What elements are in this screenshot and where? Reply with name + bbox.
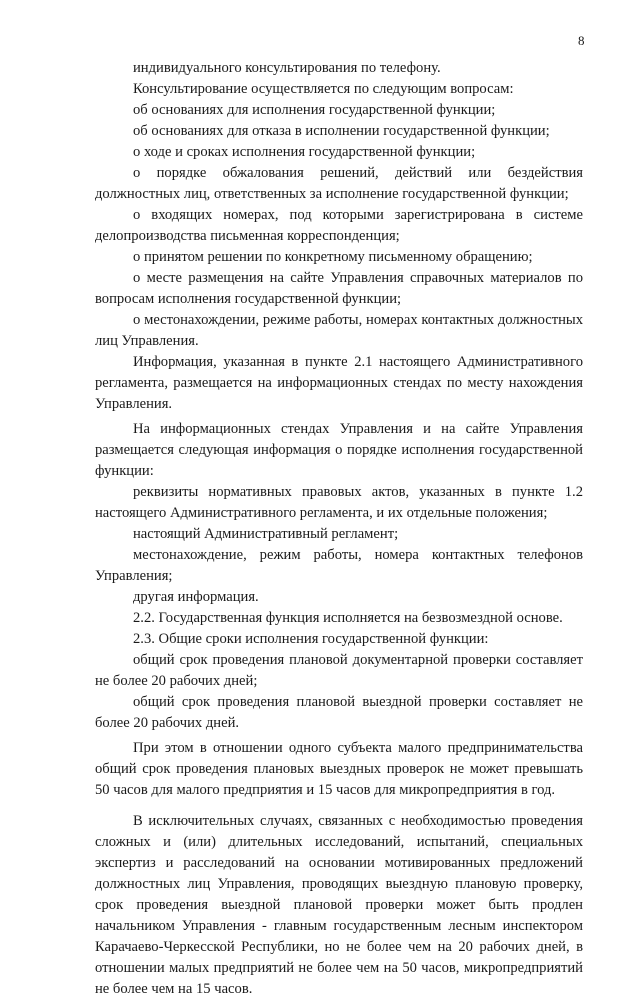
paragraph: о принятом решении по конкретному письменному обращению; bbox=[133, 249, 533, 265]
paragraph: реквизиты нормативных правовых актов, указанных в пункте 1.2 настоящего Административного регламента, и их отдельные положения; bbox=[95, 484, 583, 521]
paragraph: об основаниях для отказа в исполнении государственной функции; bbox=[133, 123, 550, 139]
paragraph: 2.2. Государственная функция исполняется на безвозмездной основе. bbox=[133, 610, 563, 626]
paragraph: о месте размещения на сайте Управления справочных материалов по вопросам исполнения государственной функции; bbox=[95, 270, 583, 307]
paragraph: о входящих номерах, под которыми зарегистрирована в системе делопроизводства письменная корреспонденция; bbox=[95, 207, 583, 244]
paragraph: В исключительных случаях, связанных с необходимостью проведения сложных и (или) длительных исследований, испытаний, специальных экспертиз и расследований на основании мотивированных предложений должностных лиц Управления, проводящих выездную плановую проверку, срок проведения выездной плановой проверки может быть продлен начальником Управления - главным государственным лесным инспектором Карачаево-Черкесской Республики, но не более чем на 20 рабочих дней, в отношении малых предприятий не более чем на 50 часов, микропредприятий не более чем на 15 часов. bbox=[95, 813, 583, 997]
paragraph: об основаниях для исполнения государственной функции; bbox=[133, 102, 496, 118]
paragraph: общий срок проведения плановой документарной проверки составляет не более 20 рабочих дней; bbox=[95, 652, 583, 689]
page-number: 8 bbox=[578, 33, 585, 48]
paragraph: Консультирование осуществляется по следующим вопросам: bbox=[133, 81, 514, 97]
paragraph: 2.3. Общие сроки исполнения государственной функции: bbox=[133, 631, 489, 647]
paragraph: местонахождение, режим работы, номера контактных телефонов Управления; bbox=[95, 547, 583, 584]
paragraph: о ходе и сроках исполнения государственной функции; bbox=[133, 144, 476, 160]
paragraph: Информация, указанная в пункте 2.1 настоящего Административного регламента, размещается на информационных стендах по месту нахождения Управления. bbox=[95, 354, 583, 412]
paragraph: другая информация. bbox=[133, 589, 259, 605]
paragraph: о местонахождении, режиме работы, номерах контактных должностных лиц Управления. bbox=[95, 312, 583, 349]
paragraph: о порядке обжалования решений, действий или бездействия должностных лиц, ответственных за исполнение государственной функции; bbox=[95, 165, 583, 202]
paragraph: На информационных стендах Управления и на сайте Управления размещается следующая информация о порядке исполнения государственной функции: bbox=[95, 421, 583, 479]
paragraph: индивидуального консультирования по телефону. bbox=[133, 60, 441, 76]
paragraph: общий срок проведения плановой выездной проверки составляет не более 20 рабочих дней. bbox=[95, 694, 583, 731]
paragraph: настоящий Административный регламент; bbox=[133, 526, 399, 542]
paragraph: При этом в отношении одного субъекта малого предпринимательства общий срок проведения плановых выездных проверок не может превышать 50 часов для малого предприятия и 15 часов для микропредприятия в год. bbox=[95, 740, 583, 798]
document-body bbox=[95, 58, 583, 1000]
